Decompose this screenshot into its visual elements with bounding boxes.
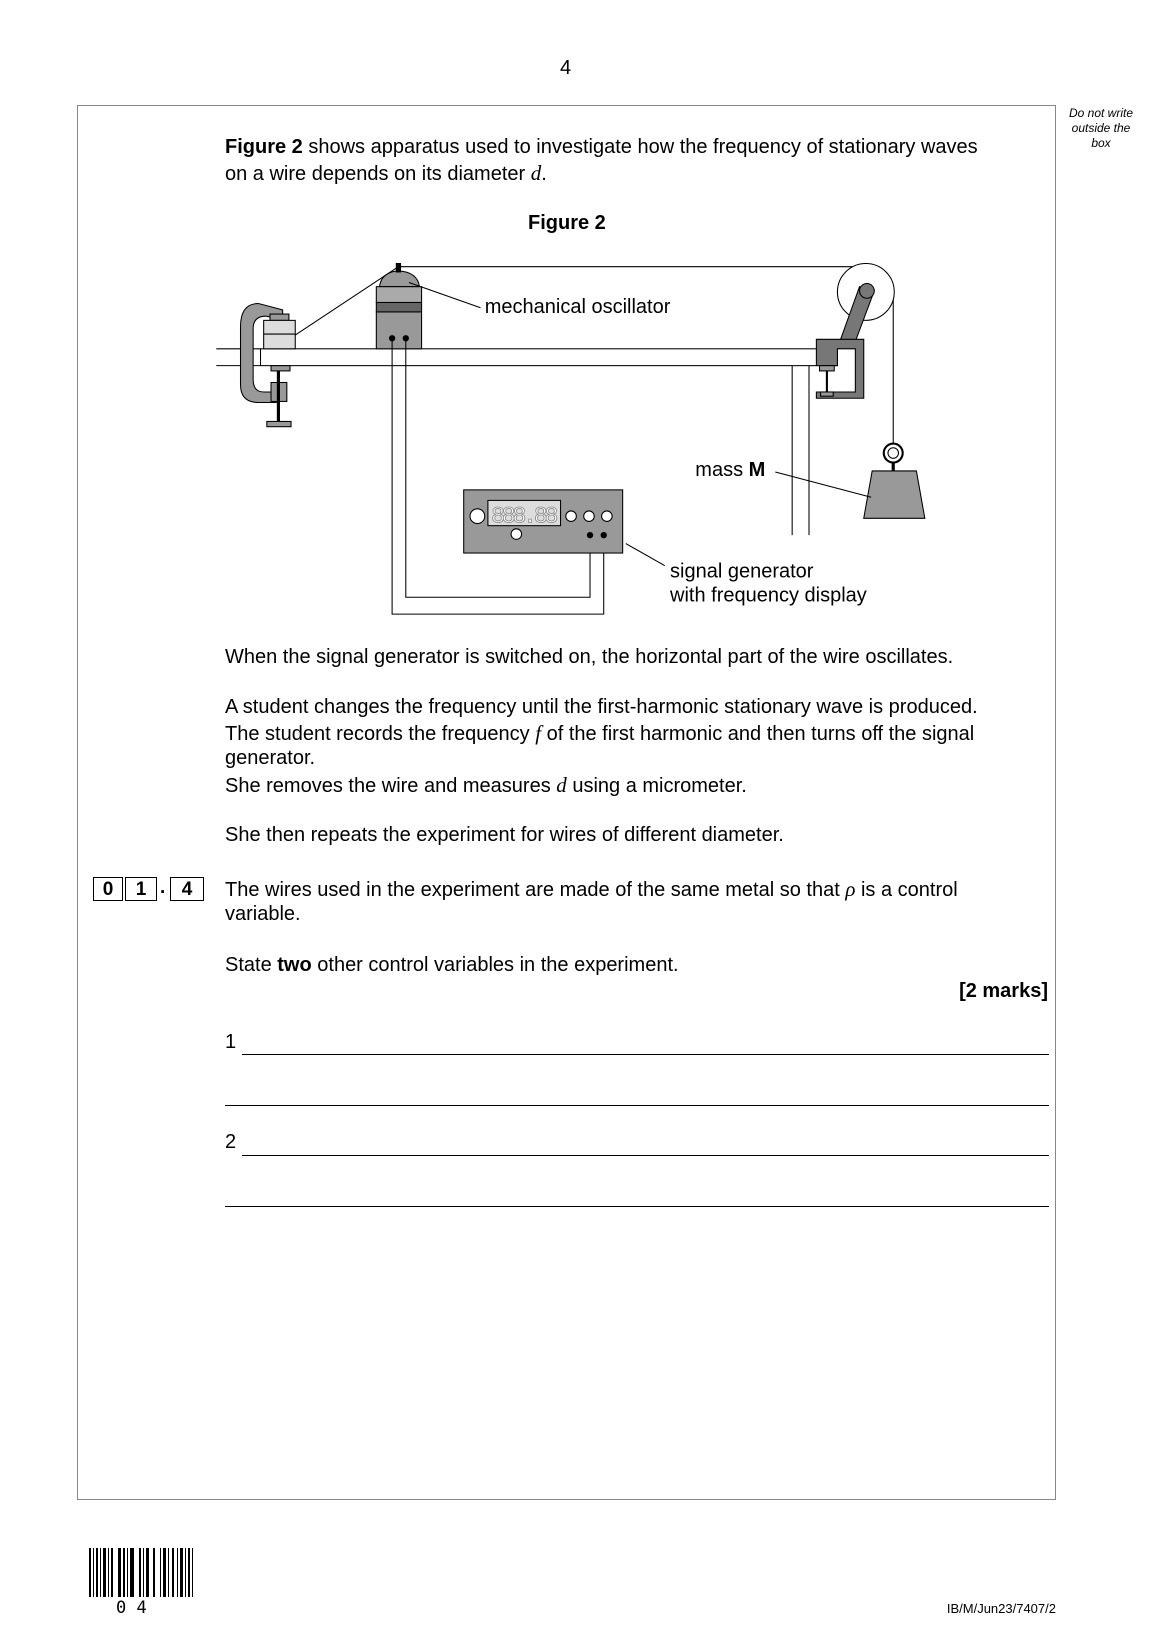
paragraph: A student changes the frequency until the first-harmonic stationary wave is produced. [225,696,978,718]
text: using a micrometer. [566,775,747,797]
answer-number: 2 [225,1131,237,1153]
text: is a control [855,879,958,901]
bench [261,349,838,366]
label-mass-text: mass [695,459,749,482]
leader-line [626,544,665,566]
label-generator-1: signal generator [670,560,814,583]
margin-note-line: box [1091,136,1111,150]
footer-code: IB/M/Jun23/7407/2 [946,1601,1056,1616]
mass-ring [884,444,903,463]
question-number-digit: 4 [170,877,204,901]
barcode-digits: 0 4 [116,1598,147,1618]
intro-text: on a wire depends on its diameter [225,163,531,185]
paragraph [225,721,974,746]
margin-note-line: outside the [1071,121,1131,135]
mechanical-oscillator [376,312,421,349]
text: State [225,954,278,976]
answer-line[interactable] [225,1105,1049,1106]
text: of the first harmonic and then turns off the signal [541,723,975,745]
variable-d: d [556,773,567,797]
marks-label: [2 marks] [959,980,1048,1002]
answer-line[interactable] [242,1054,1049,1055]
paragraph: When the signal generator is switched on, the horizontal part of the wire oscillates. [225,646,954,668]
variable-d: d [530,161,542,185]
question-number-digit: 0 [93,877,123,901]
question-text [225,877,958,902]
text: The student records the frequency [225,723,536,745]
lead-wire [392,338,604,614]
label-mass-symbol: M [748,459,766,482]
text: She removes the wire and measures [225,775,557,797]
question-text: variable. [225,903,301,925]
mass-M [864,471,925,518]
answer-line[interactable] [242,1155,1049,1156]
margin-note [1056,106,1146,151]
margin-note-line: Do not write [1068,106,1134,120]
intro-text: shows apparatus used to investigate how the frequency of stationary waves [302,136,978,158]
answer-number: 1 [225,1031,237,1053]
paragraph [225,773,747,798]
question-number-dot: . [160,877,166,898]
paragraph: generator. [225,747,316,769]
question-number-digit: 1 [125,877,157,901]
label-oscillator: mechanical oscillator [484,296,671,319]
text: other control variables in the experiment. [311,954,679,976]
intro-line-1 [225,135,978,159]
figure-ref: Figure 2 [225,136,303,158]
label-generator-2: with frequency display [670,584,867,607]
lead-wire [406,338,590,597]
display-digits: 888.88 [491,503,559,530]
page-number: 4 [560,57,572,79]
intro-text: . [541,163,547,185]
variable-f: f [535,721,542,745]
text-bold: two [277,954,312,976]
text: The wires used in the experiment are made of the same metal so that [225,879,846,901]
figure-title: Figure 2 [528,212,606,234]
variable-rho: ρ [845,877,856,901]
barcode [89,1548,193,1597]
intro-line-2 [225,161,547,186]
apparatus-diagram [211,253,948,632]
question-instruction [225,953,679,977]
leader-line [775,472,871,497]
answer-line[interactable] [225,1206,1049,1207]
paragraph: She then repeats the experiment for wires of different diameter. [225,824,784,846]
label-mass [695,459,765,481]
